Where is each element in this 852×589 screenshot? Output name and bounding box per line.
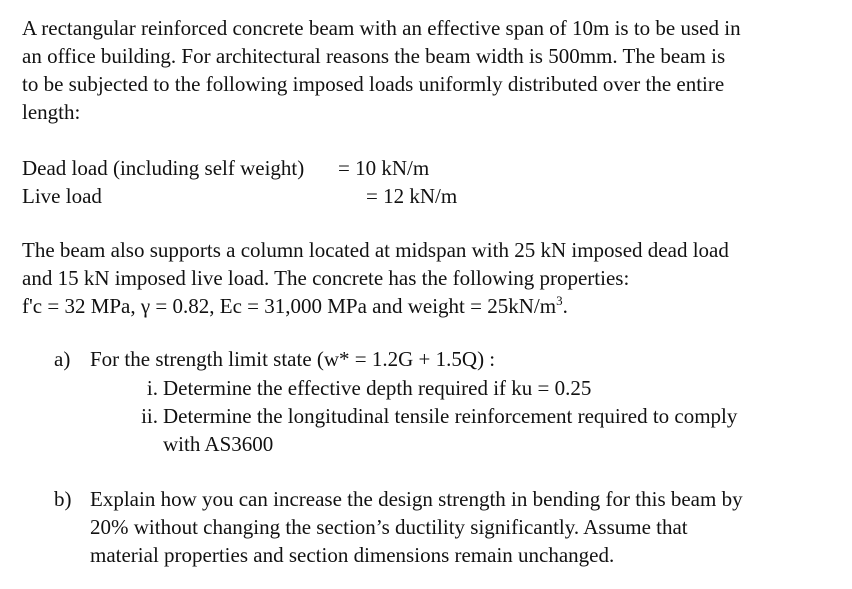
question-b-marker: b)	[54, 487, 72, 511]
intro-line: an office building. For architectural reasons the beam width is 500mm. The beam is	[22, 44, 726, 68]
intro-line: A rectangular reinforced concrete beam with an effective span of 10m is to be used in	[22, 16, 741, 40]
load-value: = 10 kN/m	[338, 156, 430, 180]
question-b-text	[90, 485, 743, 569]
load-label: Live load	[22, 184, 102, 208]
question-a-text: For the strength limit state (w* = 1.2G + 1.5Q) :	[90, 347, 496, 371]
question-a-marker: a)	[54, 347, 71, 371]
load-row-dead	[22, 154, 842, 182]
properties-text: f'c = 32 MPa, γ = 0.82, Ec = 31,000 MPa and weight = 25kN/m	[22, 294, 557, 318]
properties-line	[22, 292, 842, 320]
sentence-end: .	[562, 294, 568, 318]
load-value: = 12 kN/m	[366, 184, 458, 208]
unit-exponent: 3	[556, 293, 563, 308]
item-number: ii.	[141, 404, 158, 428]
question-b-line: 20% without changing the section’s ductility significantly. Assume that	[90, 515, 688, 539]
column-paragraph	[22, 236, 842, 320]
loads-list	[22, 154, 842, 210]
item-line: with AS3600	[163, 432, 274, 456]
item-number: i.	[146, 376, 158, 400]
column-line: The beam also supports a column located at midspan with 25 kN imposed dead load	[22, 238, 729, 262]
load-row-live	[22, 182, 842, 210]
intro-paragraph	[22, 14, 842, 126]
question-b-line: material properties and section dimensions remain unchanged.	[90, 543, 615, 567]
load-label: Dead load (including self weight)	[22, 156, 305, 180]
question-b-line: Explain how you can increase the design strength in bending for this beam by	[90, 487, 743, 511]
intro-line: to be subjected to the following imposed loads uniformly distributed over the entire	[22, 72, 725, 96]
item-line: Determine the longitudinal tensile reinforcement required to comply	[163, 404, 738, 428]
intro-line: length:	[22, 100, 81, 124]
item-text: Determine the effective depth required if ku = 0.25	[163, 376, 592, 400]
item-text	[163, 402, 737, 458]
column-line: and 15 kN imposed live load. The concrete has the following properties:	[22, 266, 630, 290]
